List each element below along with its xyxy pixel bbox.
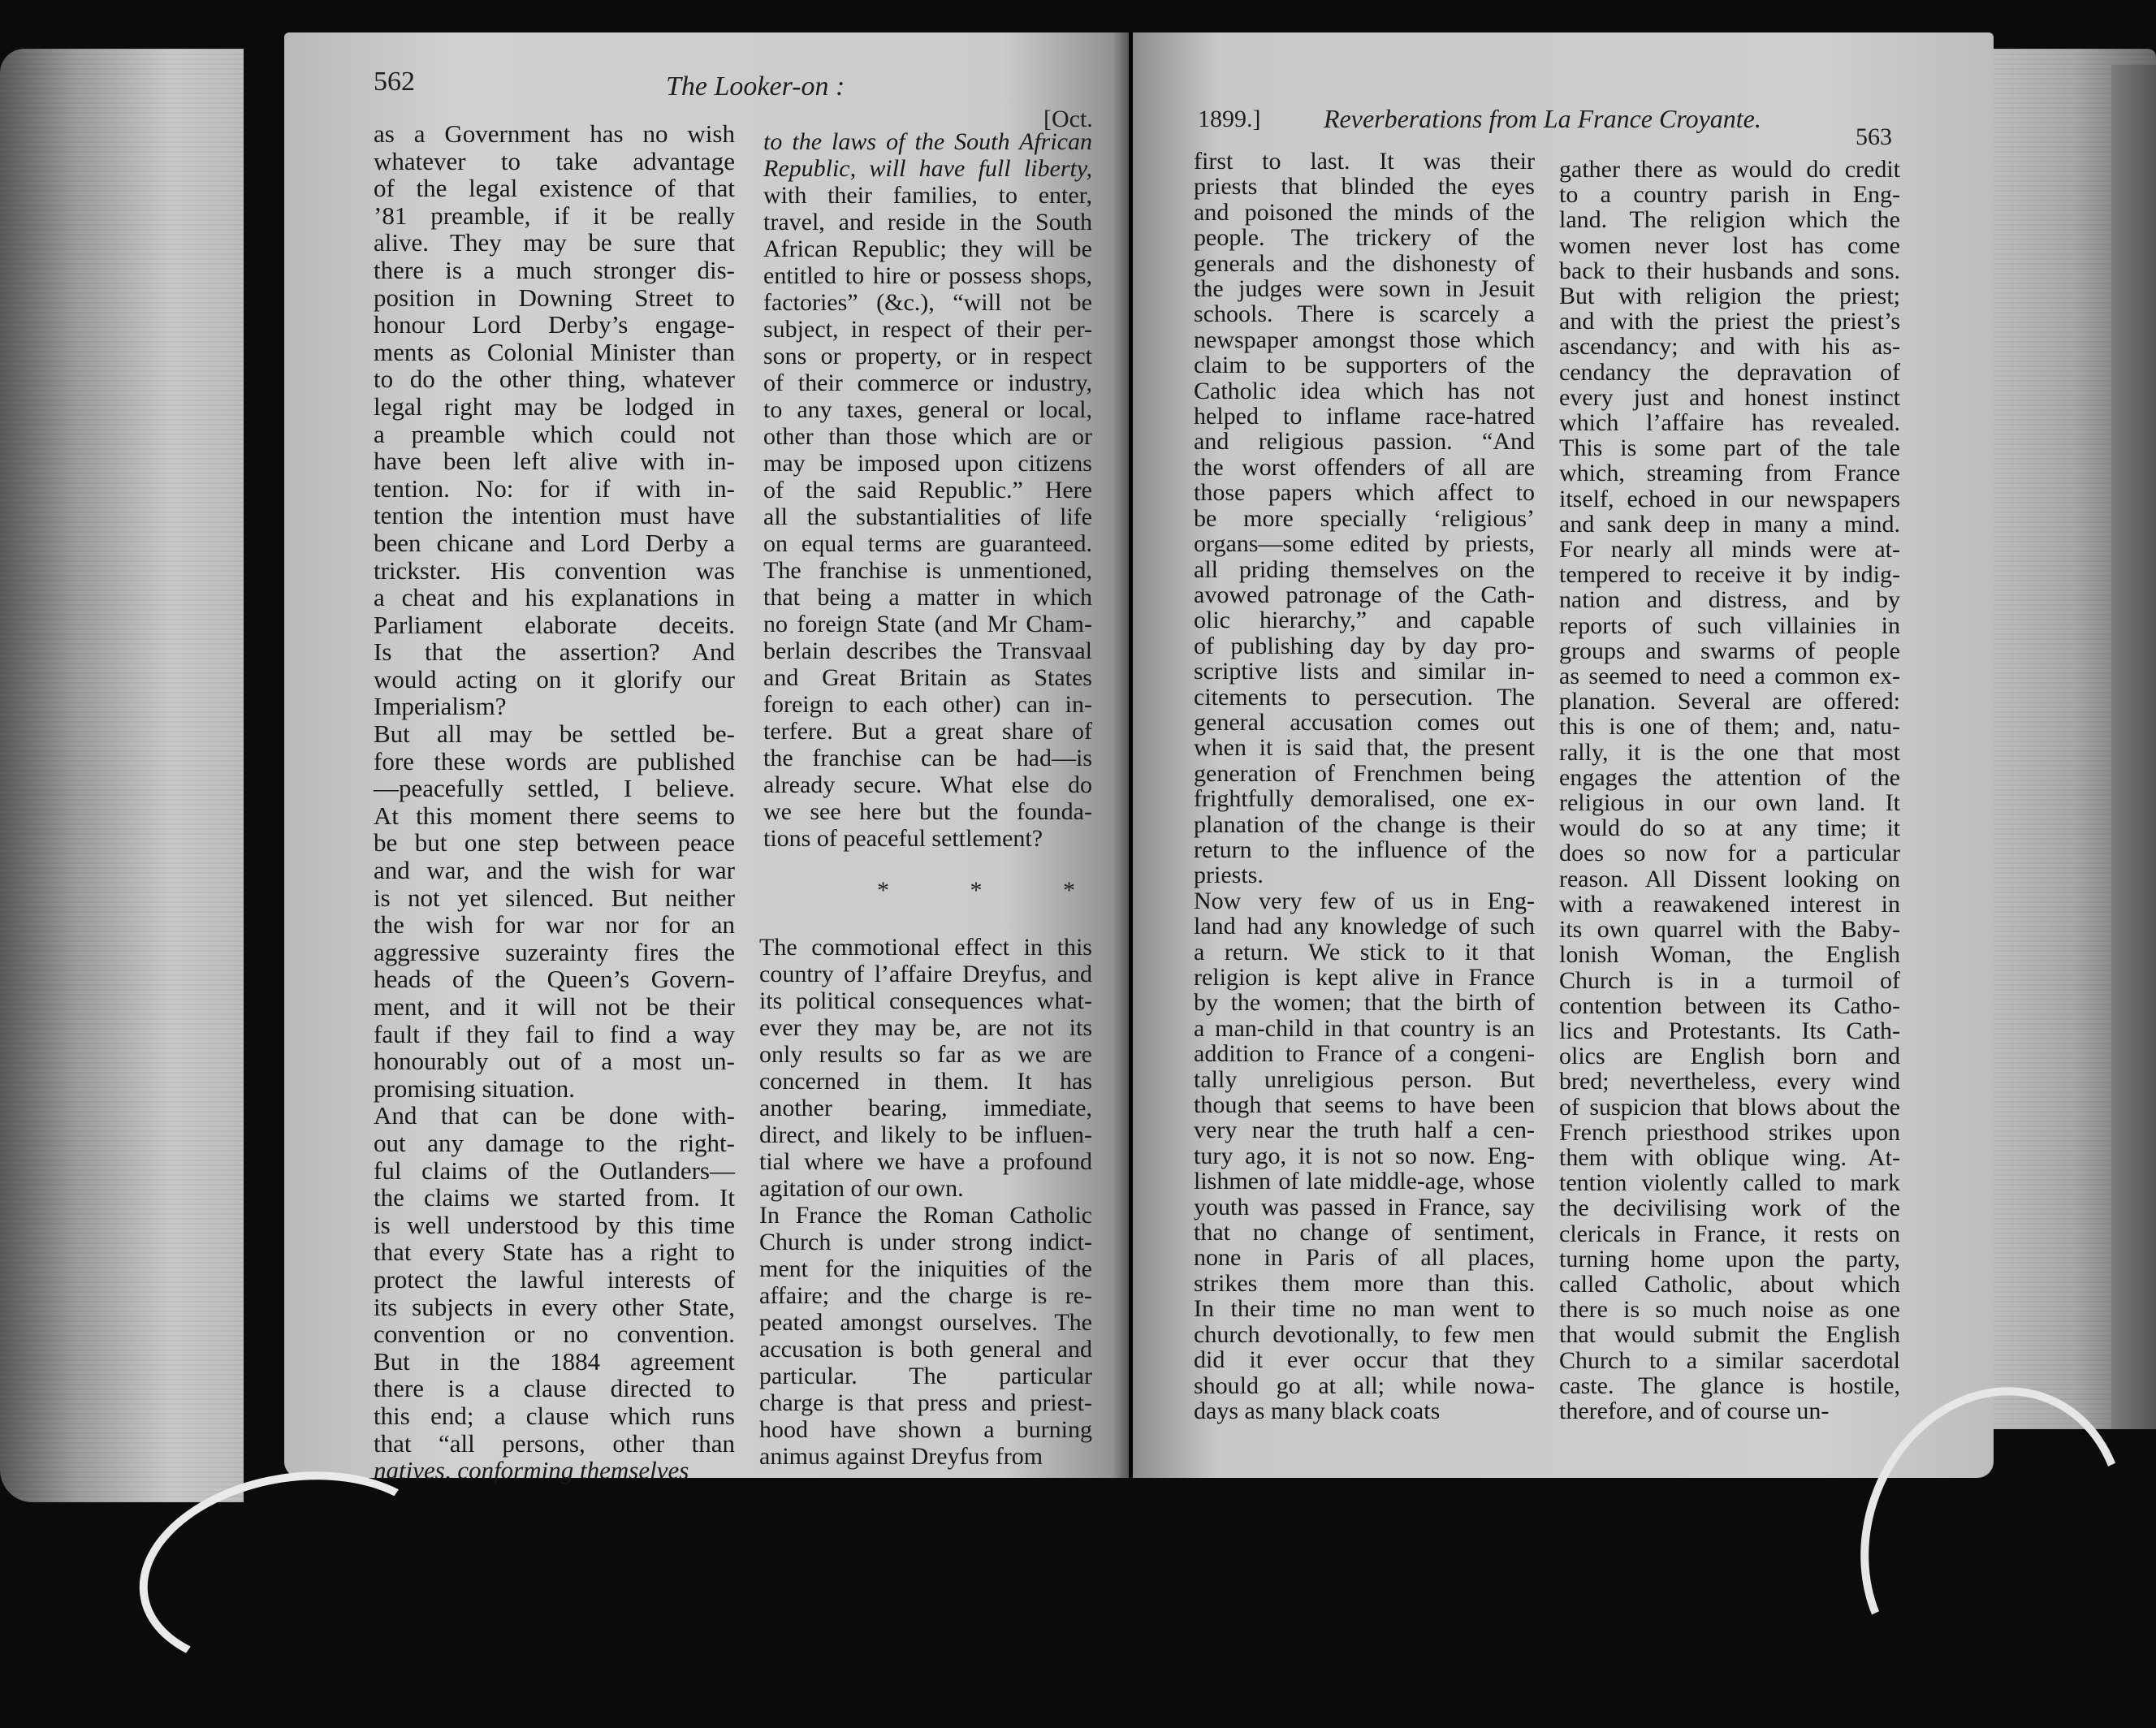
text-line: promising situation. xyxy=(374,1074,575,1103)
text-line: foreign to each other) can in- xyxy=(763,691,1092,718)
text-line: cendancy the depravation of xyxy=(1559,358,1900,386)
text-line: schools. There is scarcely a xyxy=(1194,300,1535,328)
text-line: nation and distress, and by xyxy=(1559,586,1900,614)
text-line: church devotionally, to few men xyxy=(1194,1320,1535,1348)
text-line: berlain describes the Transvaal xyxy=(763,637,1092,664)
text-line: entitled to hire or possess shops, xyxy=(763,262,1092,289)
text-line: to do the other thing, whatever xyxy=(374,365,735,394)
text-line: a return. We stick to it that xyxy=(1194,938,1535,966)
text-line: that “all persons, other than xyxy=(374,1428,735,1458)
text-line: Parliament elaborate deceits. xyxy=(374,610,735,639)
left-page-number: 562 xyxy=(374,67,415,97)
text-line: rally, it is the one that most xyxy=(1559,738,1900,766)
text-line: to any taxes, general or local, xyxy=(763,396,1092,423)
text-line: engages the attention of the xyxy=(1559,763,1900,791)
text-line: of publishing day by day pro- xyxy=(1194,632,1535,659)
text-line: fore these words are published xyxy=(374,746,735,775)
text-line: reports of such villainies in xyxy=(1559,611,1900,639)
text-line: legal right may be lodged in xyxy=(374,391,735,421)
right-column-2 xyxy=(1559,157,1900,1423)
text-line: alive. They may be sure that xyxy=(374,228,735,257)
text-line: this end; a clause which runs xyxy=(374,1401,735,1430)
text-line: caste. The glance is hostile, xyxy=(1559,1372,1900,1399)
text-line: though that seems to have been xyxy=(1194,1091,1535,1119)
text-line: tial where we have a profound xyxy=(759,1148,1092,1175)
text-line: there is a clause directed to xyxy=(374,1374,735,1403)
text-line: strikes them more than this. xyxy=(1194,1269,1535,1297)
text-line: its political consequences what- xyxy=(759,987,1092,1014)
text-line: charge is that press and priest- xyxy=(759,1389,1092,1416)
text-line: a cheat and his explanations in xyxy=(374,583,735,612)
text-line: tention violently called to mark xyxy=(1559,1169,1900,1197)
text-line: tention the intention must have xyxy=(374,501,735,530)
text-line: But in the 1884 agreement xyxy=(374,1346,735,1376)
text-line: all the substantialities of life xyxy=(763,503,1092,530)
text-line: Catholic idea which has not xyxy=(1194,377,1535,404)
text-line: country of l’affaire Dreyfus, and xyxy=(759,961,1092,987)
text-line: should go at all; while nowa- xyxy=(1194,1372,1535,1399)
text-line: The commotional effect in this xyxy=(759,934,1092,961)
right-page-number: 563 xyxy=(1856,123,1892,150)
text-line: as a Government has no wish xyxy=(374,119,735,148)
text-line: did it ever occur that they xyxy=(1194,1346,1535,1374)
text-line: honour Lord Derby’s engage- xyxy=(374,310,735,339)
text-line: days as many black coats xyxy=(1194,1397,1441,1424)
text-line: this is one of them; and, natu- xyxy=(1559,713,1900,741)
text-line: there is so much noise as one xyxy=(1559,1296,1900,1324)
text-line: with their families, to enter, xyxy=(763,182,1092,209)
text-line: land had any knowledge of such xyxy=(1194,913,1535,940)
text-line: only results so far as we are xyxy=(759,1041,1092,1068)
text-line: of the legal existence of that xyxy=(374,174,735,203)
text-line: organs—some edited by priests, xyxy=(1194,530,1535,558)
text-line: land. The religion which the xyxy=(1559,206,1900,234)
text-line: newspaper amongst those which xyxy=(1194,326,1535,353)
text-line: itself, echoed in our newspapers xyxy=(1559,485,1900,512)
text-line: olic hierarchy,” and capable xyxy=(1194,607,1535,634)
text-line: very near the truth half a cen- xyxy=(1194,1117,1535,1144)
text-line: a preamble which could not xyxy=(374,419,735,448)
left-column-2b xyxy=(759,934,1092,1470)
text-line: that every State has a right to xyxy=(374,1238,735,1267)
left-column-2 xyxy=(763,128,1092,852)
text-line: that being a matter in which xyxy=(763,584,1092,611)
text-line: general accusation comes out xyxy=(1194,708,1535,736)
text-line: ments as Colonial Minister than xyxy=(374,337,735,366)
text-line: no foreign State (and Mr Cham- xyxy=(763,611,1092,637)
text-line: the decivilising work of the xyxy=(1559,1194,1900,1222)
right-running-title: Reverberations from La France Croyante. xyxy=(1324,104,1761,133)
text-line: of the said Republic.” Here xyxy=(763,477,1092,503)
text-line: gather there as would do credit xyxy=(1559,156,1900,183)
text-line: on equal terms are guaranteed. xyxy=(763,530,1092,557)
text-line: another bearing, immediate, xyxy=(759,1095,1092,1121)
text-line: protect the lawful interests of xyxy=(374,1264,735,1294)
text-line: that would submit the English xyxy=(1559,1321,1900,1349)
text-line: But with religion the priest; xyxy=(1559,283,1900,310)
text-line: first to last. It was their xyxy=(1194,148,1535,175)
text-line: Imperialism? xyxy=(374,692,507,721)
right-year: 1899.] xyxy=(1198,106,1261,132)
text-line: subject, in respect of their per- xyxy=(763,316,1092,343)
text-line: therefore, and of course un- xyxy=(1559,1397,1830,1424)
text-line: citements to persecution. The xyxy=(1194,683,1535,711)
text-line: ment for the iniquities of the xyxy=(759,1255,1092,1282)
left-running-title: The Looker-on : xyxy=(666,71,845,102)
text-line: agitation of our own. xyxy=(759,1175,964,1202)
text-line: priests that blinded the eyes xyxy=(1194,173,1535,201)
text-line: its subjects in every other State, xyxy=(374,1292,735,1321)
text-line: to a country parish in Eng- xyxy=(1559,181,1900,209)
text-line: Now very few of us in Eng- xyxy=(1194,887,1535,914)
section-separator: * * * xyxy=(877,877,1113,904)
text-line: lonish Woman, the English xyxy=(1559,941,1900,969)
text-line: other than those which are or xyxy=(763,423,1092,450)
text-line: would do so at any time; it xyxy=(1559,814,1900,842)
text-line: French priesthood strikes upon xyxy=(1559,1118,1900,1146)
text-line: called Catholic, about which xyxy=(1559,1270,1900,1298)
right-column-1 xyxy=(1194,149,1535,1423)
text-line: Is that the assertion? And xyxy=(374,637,735,667)
text-line: scriptive lists and similar in- xyxy=(1194,658,1535,685)
text-line: its own quarrel with the Baby- xyxy=(1559,916,1900,944)
text-line: generals and the dishonesty of xyxy=(1194,249,1535,277)
text-line: the judges were sown in Jesuit xyxy=(1194,275,1535,303)
text-line: ever they may be, are not its xyxy=(759,1014,1092,1041)
text-line: avowed patronage of the Cath- xyxy=(1194,581,1535,608)
text-line: may be imposed upon citizens xyxy=(763,450,1092,477)
text-line: honourably out of a most un- xyxy=(374,1047,735,1076)
text-line: bred; nevertheless, every wind xyxy=(1559,1068,1900,1095)
text-line: African Republic; they will be xyxy=(763,235,1092,262)
text-line: sons or property, or in respect xyxy=(763,343,1092,369)
text-line: and religious passion. “And xyxy=(1194,428,1535,456)
text-line: religion is kept alive in France xyxy=(1194,964,1535,991)
text-line: we see here but the founda- xyxy=(763,798,1092,825)
text-line: position in Downing Street to xyxy=(374,283,735,312)
text-line: At this moment there seems to xyxy=(374,801,735,830)
text-line: does so now for a particular xyxy=(1559,840,1900,867)
text-line: animus against Dreyfus from xyxy=(759,1443,1043,1470)
text-line: olics are English born and xyxy=(1559,1043,1900,1070)
text-line: the franchise can be had—is xyxy=(763,745,1092,771)
text-line: affaire; and the charge is re- xyxy=(759,1282,1092,1309)
text-line: clericals in France, it rests on xyxy=(1559,1220,1900,1247)
text-line: Church is in a turmoil of xyxy=(1559,966,1900,994)
text-line: of suspicion that blows about the xyxy=(1559,1093,1900,1121)
text-line: trickster. His convention was xyxy=(374,555,735,585)
text-line: be more specially ‘religious’ xyxy=(1194,504,1535,532)
text-line: tempered to receive it by indig- xyxy=(1559,561,1900,589)
text-line: and Great Britain as States xyxy=(763,664,1092,691)
text-line: And that can be done with- xyxy=(374,1101,735,1130)
text-line: addition to France of a congeni- xyxy=(1194,1040,1535,1068)
text-line: when it is said that, the present xyxy=(1194,734,1535,762)
text-line: that no change of sentiment, xyxy=(1194,1219,1535,1246)
text-line: priests. xyxy=(1194,862,1264,889)
text-line: them with oblique wing. At- xyxy=(1559,1143,1900,1171)
text-line: and war, and the wish for war xyxy=(374,856,735,885)
left-page xyxy=(284,32,1129,1485)
text-line: back to their husbands and sons. xyxy=(1559,257,1900,284)
text-line: would acting on it glorify our xyxy=(374,664,735,693)
text-line: been chicane and Lord Derby a xyxy=(374,528,735,557)
text-line: ’81 preamble, if it be really xyxy=(374,201,735,230)
text-line: and poisoned the minds of the xyxy=(1194,198,1535,226)
text-line: hood have shown a burning xyxy=(759,1416,1092,1443)
text-line: none in Paris of all places, xyxy=(1194,1244,1535,1272)
left-column-1 xyxy=(374,120,735,1484)
text-line: every just and honest instinct xyxy=(1559,383,1900,411)
text-line: already secure. What else do xyxy=(763,771,1092,798)
text-line: have been left alive with in- xyxy=(374,447,735,476)
text-line: For nearly all minds were at- xyxy=(1559,536,1900,564)
text-line: of their commerce or industry, xyxy=(763,369,1092,396)
text-line: —peacefully settled, I believe. xyxy=(374,774,735,803)
text-line: all priding themselves on the xyxy=(1194,555,1535,583)
text-line: tury ago, it is not so now. Eng- xyxy=(1194,1142,1535,1169)
text-line: planation. Several are offered: xyxy=(1559,688,1900,715)
text-line: people. The trickery of the xyxy=(1194,224,1535,252)
text-line: The franchise is unmentioned, xyxy=(763,557,1092,584)
text-line: natives, conforming themselves xyxy=(374,1456,689,1485)
text-line: Republic, will have full liberty, xyxy=(763,155,1092,182)
text-line: This is some part of the tale xyxy=(1559,434,1900,462)
text-line: youth was passed in France, say xyxy=(1194,1193,1535,1220)
text-line: to the laws of the South African xyxy=(763,128,1092,155)
text-line: is not yet silenced. But neither xyxy=(374,883,735,912)
text-line: be but one step between peace xyxy=(374,828,735,858)
text-line: terfere. But a great share of xyxy=(763,718,1092,745)
text-line: Church is under strong indict- xyxy=(759,1229,1092,1255)
text-line: out any damage to the right- xyxy=(374,1128,735,1157)
text-line: and sank deep in many a mind. xyxy=(1559,510,1900,538)
text-line: by the women; that the birth of xyxy=(1194,989,1535,1017)
text-line: return to the influence of the xyxy=(1194,836,1535,863)
text-line: factories” (&c.), “will not be xyxy=(763,289,1092,316)
text-line: religious in our own land. It xyxy=(1559,789,1900,817)
text-line: the worst offenders of all are xyxy=(1194,453,1535,481)
text-line: generation of Frenchmen being xyxy=(1194,759,1535,787)
text-line: which l’affaire has revealed. xyxy=(1559,409,1900,437)
text-line: claim to be supporters of the xyxy=(1194,352,1535,379)
text-line: In France the Roman Catholic xyxy=(759,1202,1092,1229)
text-line: lishmen of late middle-age, whose xyxy=(1194,1168,1535,1195)
text-line: is well understood by this time xyxy=(374,1210,735,1239)
text-line: and with the priest the priest’s xyxy=(1559,308,1900,335)
book-cover-right xyxy=(2111,65,2156,1429)
text-line: heads of the Queen’s Govern- xyxy=(374,965,735,994)
text-line: tally unreligious person. But xyxy=(1194,1065,1535,1093)
text-line: Church to a similar sacerdotal xyxy=(1559,1346,1900,1374)
text-line: reason. All Dissent looking on xyxy=(1559,865,1900,892)
text-line: there is a much stronger dis- xyxy=(374,255,735,284)
text-line: groups and swarms of people xyxy=(1559,637,1900,664)
text-line: accusation is both general and xyxy=(759,1336,1092,1363)
text-line: tention. No: for if with in- xyxy=(374,473,735,503)
text-line: peated amongst ourselves. The xyxy=(759,1309,1092,1336)
text-line: which, streaming from France xyxy=(1559,460,1900,487)
text-line: the claims we started from. It xyxy=(374,1183,735,1212)
text-line: contention between its Catho- xyxy=(1559,991,1900,1019)
text-line: In their time no man went to xyxy=(1194,1295,1535,1323)
text-line: those papers which affect to xyxy=(1194,479,1535,507)
text-line: women never lost has come xyxy=(1559,231,1900,259)
text-line: direct, and likely to be influen- xyxy=(759,1121,1092,1148)
text-line: planation of the change is their xyxy=(1194,810,1535,838)
right-page xyxy=(1133,32,1994,1478)
text-line: a man-child in that country is an xyxy=(1194,1014,1535,1042)
text-line: ful claims of the Outlanders— xyxy=(374,1156,735,1185)
text-line: But all may be settled be- xyxy=(374,719,735,749)
text-line: helped to inflame race-hatred xyxy=(1194,403,1535,430)
text-line: fault if they fail to find a way xyxy=(374,1019,735,1048)
text-line: whatever to take advantage xyxy=(374,146,735,175)
text-line: aggressive suzerainty fires the xyxy=(374,937,735,966)
text-line: as seemed to need a common ex- xyxy=(1559,663,1900,690)
text-line: with a reawakened interest in xyxy=(1559,890,1900,918)
text-line: the wish for war nor for an xyxy=(374,910,735,940)
text-line: tions of peaceful settlement? xyxy=(763,825,1043,852)
text-line: particular. The particular xyxy=(759,1363,1092,1389)
text-line: frightfully demoralised, one ex- xyxy=(1194,785,1535,813)
left-date: [Oct. xyxy=(1043,106,1093,132)
book-edge-left xyxy=(0,49,244,1502)
text-line: concerned in them. It has xyxy=(759,1068,1092,1095)
text-line: convention or no convention. xyxy=(374,1320,735,1349)
text-line: ascendancy; and with his as- xyxy=(1559,333,1900,361)
text-line: ment, and it will not be their xyxy=(374,992,735,1021)
text-line: travel, and reside in the South xyxy=(763,209,1092,235)
text-line: lics and Protestants. Its Cath- xyxy=(1559,1017,1900,1044)
text-line: turning home upon the party, xyxy=(1559,1245,1900,1272)
